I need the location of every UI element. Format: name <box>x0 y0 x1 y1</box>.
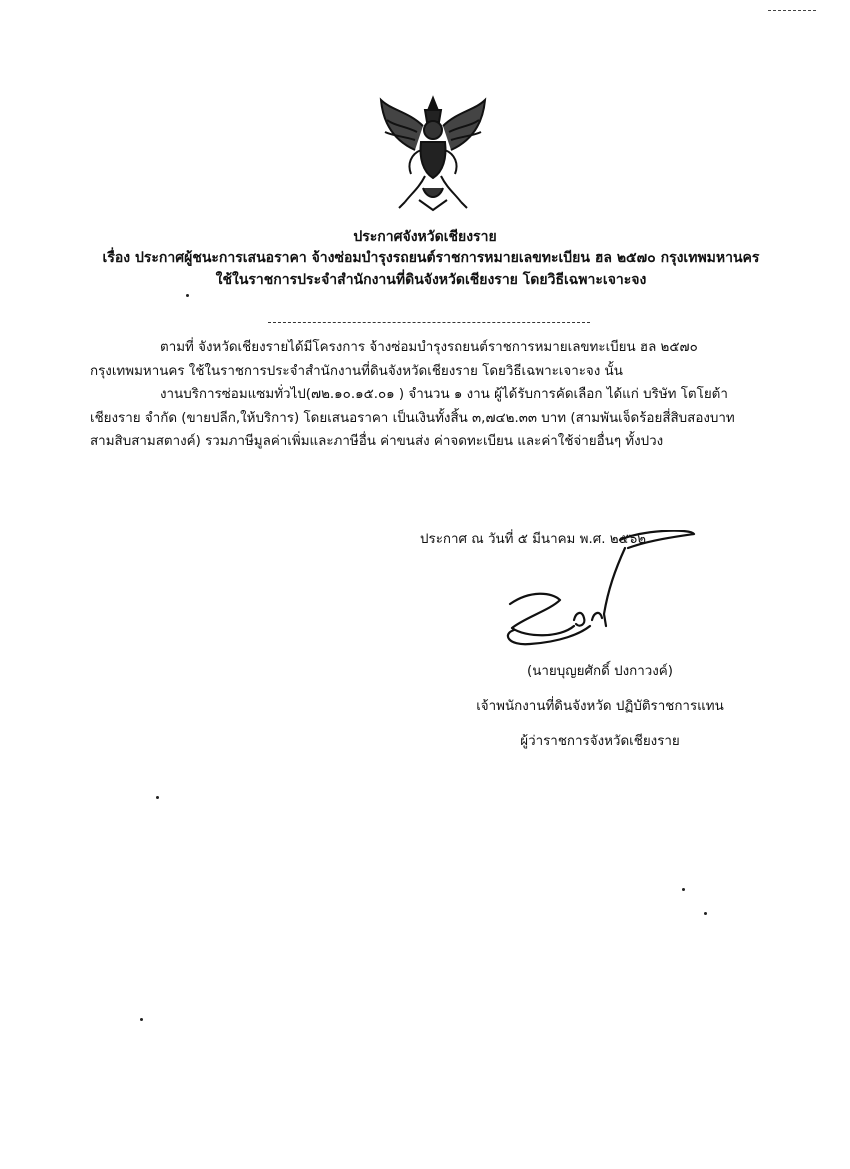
subject-block <box>86 247 776 291</box>
signer-position-2: ผู้ว่าราชการจังหวัดเชียงราย <box>520 734 680 749</box>
corner-mark <box>768 10 816 12</box>
body-paragraph-2-line-2: เชียงราย จำกัด (ขายปลีก,ให้บริการ) โดยเสนอราคา เป็นเงินทั้งสิ้น ๓,๗๔๒.๓๓ บาท (สามพันเจ็ดร้อยสี่สิบสองบาท <box>90 410 735 426</box>
scan-speck <box>140 1018 143 1021</box>
body-paragraph-2-line-1: งานบริการซ่อมแซมทั่วไป(๗๒.๑๐.๑๕.๐๑ ) จำนวน ๑ งาน ผู้ได้รับการคัดเลือก ได้แก่ บริษัท โตโยต้า <box>160 387 728 402</box>
body-paragraph-1-line-2: กรุงเทพมหานคร ใช้ในราชการประจำสำนักงานที่ดินจังหวัดเชียงราย โดยวิธีเฉพาะเจาะจง นั้น <box>90 363 623 379</box>
scan-speck <box>186 294 189 297</box>
scan-speck <box>682 888 685 891</box>
announcement-date: ประกาศ ณ วันที่ ๕ มีนาคม พ.ศ. ๒๕๖๒ <box>420 532 647 547</box>
handwritten-signature <box>500 530 700 660</box>
scan-speck <box>704 912 707 915</box>
body-paragraph-2-line-3: สามสิบสามสตางค์) รวมภาษีมูลค่าเพิ่มและภาษีอื่น ค่าขนส่ง ค่าจดทะเบียน และค่าใช้จ่ายอื่นๆ ทั้งปวง <box>90 434 664 449</box>
subject-line-1: เรื่อง ประกาศผู้ชนะการเสนอราคา จ้างซ่อมบำรุงรถยนต์ราชการหมายเลขทะเบียน ฮล ๒๕๗๐ กรุงเทพมหานคร <box>102 250 760 266</box>
signer-position-1: เจ้าพนักงานที่ดินจังหวัด ปฏิบัติราชการแทน <box>476 699 724 714</box>
subject-line-2: ใช้ในราชการประจำสำนักงานที่ดินจังหวัดเชียงราย โดยวิธีเฉพาะเจาะจง <box>215 272 647 288</box>
agency-title: ประกาศจังหวัดเชียงราย <box>353 229 497 245</box>
body-paragraph-1-line-1: ตามที่ จังหวัดเชียงรายได้มีโครงการ จ้างซ่อมบำรุงรถยนต์ราชการหมายเลขทะเบียน ฮล ๒๕๗๐ <box>160 340 698 355</box>
divider-line <box>268 322 590 323</box>
announcement-body <box>90 336 780 454</box>
scan-speck <box>156 796 159 799</box>
garuda-emblem-icon <box>375 92 491 214</box>
signer-name: (นายบุญยศักดิ์ ปงกาวงค์) <box>527 664 673 679</box>
